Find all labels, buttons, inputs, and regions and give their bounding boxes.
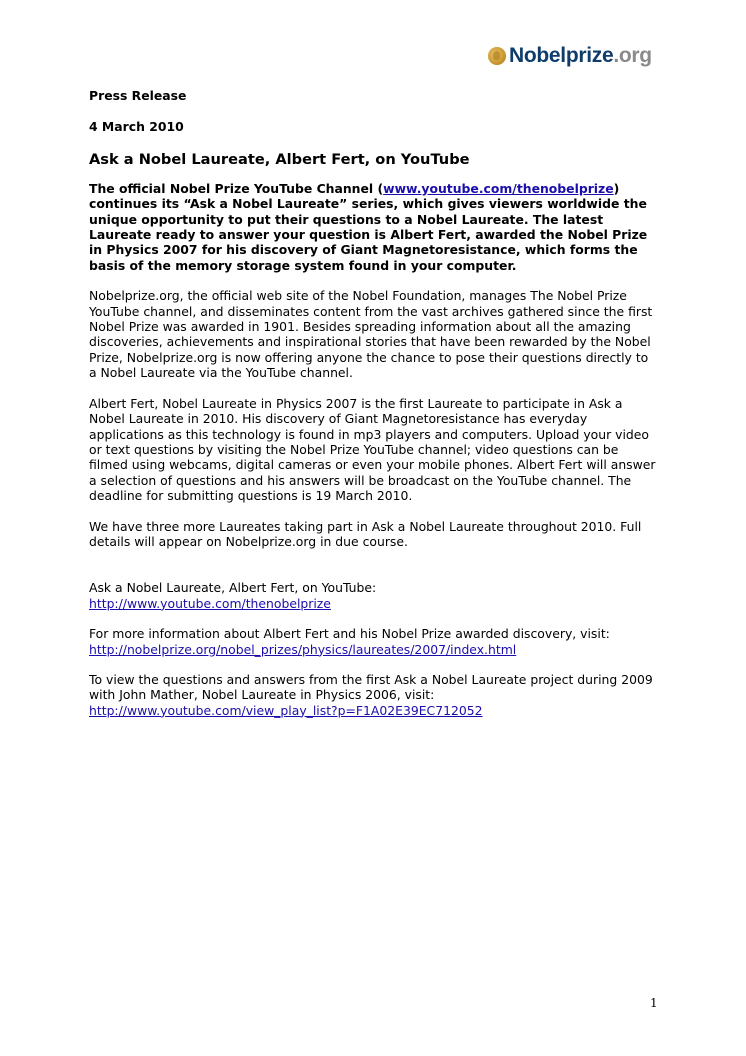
logo-text — [509, 44, 652, 68]
lead-text-before: The official Nobel Prize YouTube Channel ( — [89, 180, 384, 196]
link-label-playlist: To view the questions and answers from the first Ask a Nobel Laureate project during 2009 with John Mather, Nobel Laureate in Physics 2006, visit: — [89, 671, 653, 703]
paragraph-albert-fert: Albert Fert, Nobel Laureate in Physics 2007 is the first Laureate to participate in Ask a Nobel Laureate in 2010. His discovery of Giant Magnetoresistance has everyday applications as this technology is found in mp3 players and computers. Upload your video or text questions by visiting the Nobel Prize YouTube channel; video questions can be filmed using webcams, digital cameras or even your mobile phones. Albert Fert will answer a selection of questions and his answers will be broadcast on the YouTube channel. The deadline for submitting questions is 19 March 2010. — [89, 395, 656, 504]
link-label-laureate-info: For more information about Albert Fert and his Nobel Prize awarded discovery, visit: — [89, 626, 610, 642]
laureate-info-url-link[interactable]: http://nobelprize.org/nobel_prizes/physics/laureates/2007/index.html — [89, 641, 517, 657]
link-block-youtube — [89, 580, 659, 611]
release-date: 4 March 2010 — [89, 119, 184, 135]
paragraph-more-laureates: We have three more Laureates taking part in Ask a Nobel Laureate throughout 2010. Full details will appear on Nobelprize.org in due course. — [89, 518, 642, 549]
page-title: Ask a Nobel Laureate, Albert Fert, on YouTube — [89, 150, 470, 168]
youtube-channel-link[interactable]: www.youtube.com/thenobelprize — [383, 180, 614, 196]
logo-main-text: Nobelprize — [509, 44, 614, 67]
nobelprize-logo — [488, 44, 652, 68]
link-label-youtube: Ask a Nobel Laureate, Albert Fert, on YouTube: — [89, 580, 377, 596]
press-release-body — [89, 88, 659, 718]
nobel-medal-icon — [488, 47, 506, 65]
logo-suffix-text: .org — [613, 44, 652, 67]
playlist-url-link[interactable]: http://www.youtube.com/view_play_list?p=F1A02E39EC712052 — [89, 702, 483, 718]
youtube-url-link[interactable]: http://www.youtube.com/thenobelprize — [89, 595, 331, 611]
link-block-playlist — [89, 672, 659, 718]
lead-text-after: ) continues its “Ask a Nobel Laureate” series, which gives viewers worldwide the unique opportunity to put their questions to a Nobel Laureate. The latest Laureate ready to answer your question is Albert Fert, awarded the Nobel Prize in Physics 2007 for his discovery of Giant Magnetoresistance, which forms the basis of the memory storage system found in your computer. — [89, 180, 648, 273]
press-release-label: Press Release — [89, 88, 187, 103]
paragraph-nobelprize-org: Nobelprize.org, the official web site of the Nobel Foundation, manages The Nobel Prize YouTube channel, and disseminates content from the vast archives gathered since the first Nobel Prize was awarded in 1901. Besides spreading information about all the amazing discoveries, achievements and inspirational stories that have been rewarded by the Nobel Prize, Nobelprize.org is now offering anyone the chance to pose their questions directly to a Nobel Laureate via the YouTube channel. — [89, 288, 653, 381]
link-block-laureate-info — [89, 626, 659, 657]
lead-paragraph — [89, 181, 659, 273]
page-number: 1 — [650, 996, 658, 1010]
